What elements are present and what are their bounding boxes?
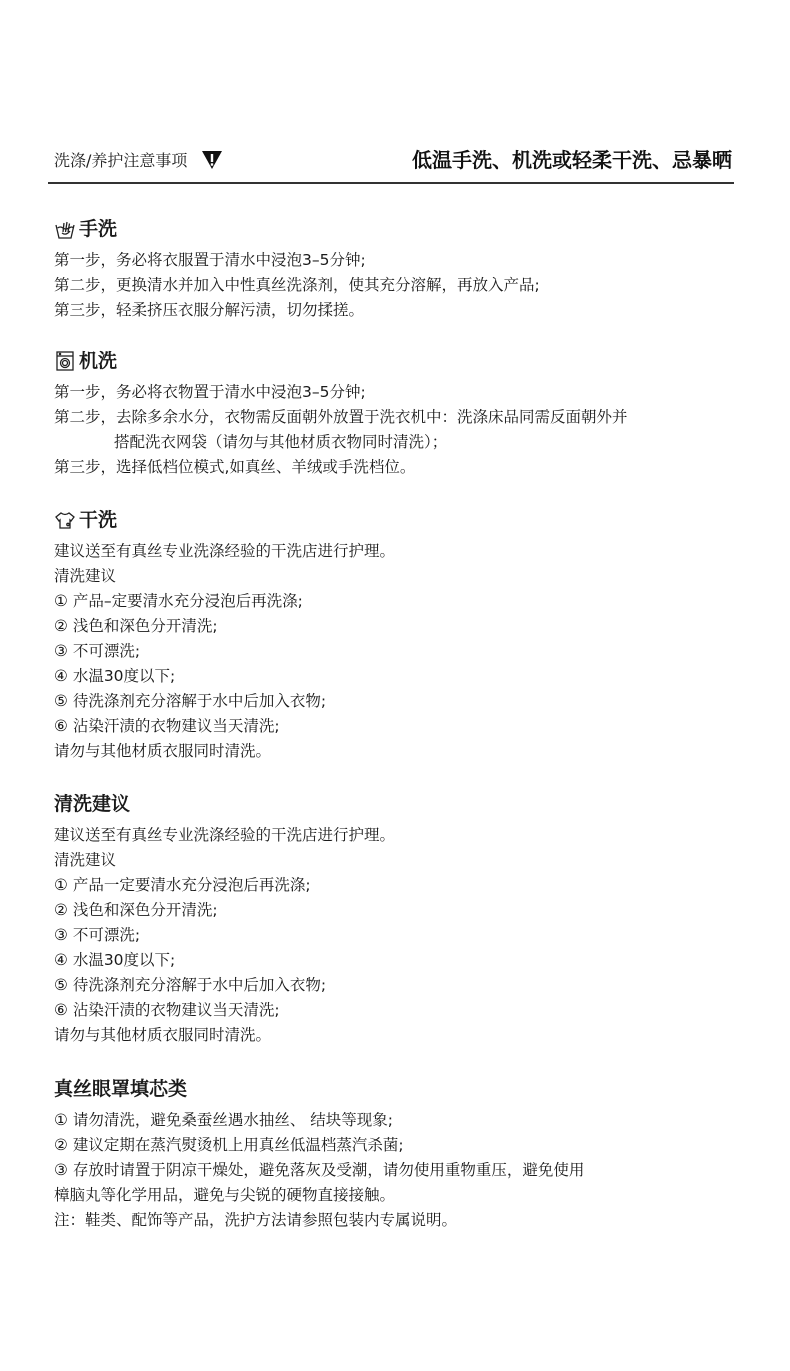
- list-item: ⑤ 待洗涤剂充分溶解于水中后加入衣物;: [54, 692, 327, 710]
- section-title: [54, 505, 744, 535]
- section-hand-wash: [54, 214, 744, 323]
- list-item: 清洗建议: [54, 851, 117, 869]
- hand-wash-icon: [54, 218, 76, 240]
- section-title-text: 干洗: [79, 509, 118, 531]
- section-cleaning-advice: [54, 789, 744, 1048]
- list-item: 第二步，更换清水并加入中性真丝洗涤剂，使其充分溶解，再放入产品;: [54, 276, 540, 294]
- list-item: 建议送至有真丝专业洗涤经验的干洗店进行护理。: [54, 542, 396, 560]
- section-title-text: 机洗: [79, 350, 118, 372]
- section-title: [54, 214, 744, 244]
- care-header-left: [54, 148, 223, 171]
- list-item: 樟脑丸等化学用品，避免与尖锐的硬物直接接触。: [54, 1186, 396, 1204]
- list-item: ④ 水温30度以下;: [54, 951, 176, 969]
- section-silk-eye-mask: [54, 1074, 744, 1233]
- care-header: [48, 138, 734, 184]
- washing-machine-icon: [54, 350, 76, 372]
- list-item: ② 建议定期在蒸汽熨烫机上用真丝低温档蒸汽杀菌;: [54, 1136, 404, 1154]
- list-item: ② 浅色和深色分开清洗;: [54, 901, 218, 919]
- list-item: ① 请勿清洗，避免桑蚕丝遇水抽丝、 结块等现象;: [54, 1111, 393, 1129]
- list-item: 第三步，轻柔挤压衣服分解污渍，切勿揉搓。: [54, 301, 365, 319]
- section-title: [54, 346, 744, 376]
- section-title-text: 清洗建议: [54, 793, 131, 815]
- care-summary: 低温手洗、机洗或轻柔干洗、忌暴晒: [412, 148, 732, 172]
- list-item: 建议送至有真丝专业洗涤经验的干洗店进行护理。: [54, 826, 396, 844]
- section-title: [54, 1074, 744, 1104]
- section-title: [54, 789, 744, 819]
- list-item: ② 浅色和深色分开清洗;: [54, 617, 218, 635]
- section-dry-clean: [54, 505, 744, 764]
- list-item: 第三步，选择低档位模式,如真丝、羊绒或手洗档位。: [54, 458, 416, 476]
- list-item: ⑥ 沾染汗渍的衣物建议当天清洗;: [54, 717, 280, 735]
- list-item: ① 产品–定要清水充分浸泡后再洗涤;: [54, 592, 303, 610]
- list-item: ⑥ 沾染汗渍的衣物建议当天清洗;: [54, 1001, 280, 1019]
- list-item: ③ 存放时请置于阴凉干燥处，避免落灰及受潮，请勿使用重物重压，避免使用: [54, 1161, 585, 1179]
- list-item: ③ 不可漂洗;: [54, 642, 141, 660]
- list-item: 请勿与其他材质衣服同时清洗。: [54, 1026, 272, 1044]
- list-item: 第一步，务必将衣服置于清水中浸泡3–5分钟;: [54, 251, 366, 269]
- list-item: 请勿与其他材质衣服同时清洗。: [54, 742, 272, 760]
- section-title-text: 真丝眼罩填芯类: [54, 1078, 188, 1100]
- list-item: 第二步，去除多余水分，衣物需反面朝外放置于洗衣机中：洗涤床品同需反面朝外并: [54, 408, 628, 426]
- list-item: 清洗建议: [54, 567, 117, 585]
- list-item: 注：鞋类、配饰等产品，洗护方法请参照包装内专属说明。: [54, 1211, 458, 1229]
- warning-triangle-icon: [201, 150, 223, 170]
- section-title-text: 手洗: [79, 218, 118, 240]
- care-notice-title: 洗涤/养护注意事项: [54, 151, 188, 170]
- list-item: ③ 不可漂洗;: [54, 926, 141, 944]
- list-item: ④ 水温30度以下;: [54, 667, 176, 685]
- list-item: ① 产品一定要清水充分浸泡后再洗涤;: [54, 876, 311, 894]
- list-item: 第一步，务必将衣物置于清水中浸泡3–5分钟;: [54, 383, 366, 401]
- dry-clean-shirt-icon: [54, 509, 76, 531]
- list-item: 搭配洗衣网袋（请勿与其他材质衣物同时清洗）；: [114, 433, 448, 451]
- section-machine-wash: [54, 346, 744, 480]
- list-item: ⑤ 待洗涤剂充分溶解于水中后加入衣物;: [54, 976, 327, 994]
